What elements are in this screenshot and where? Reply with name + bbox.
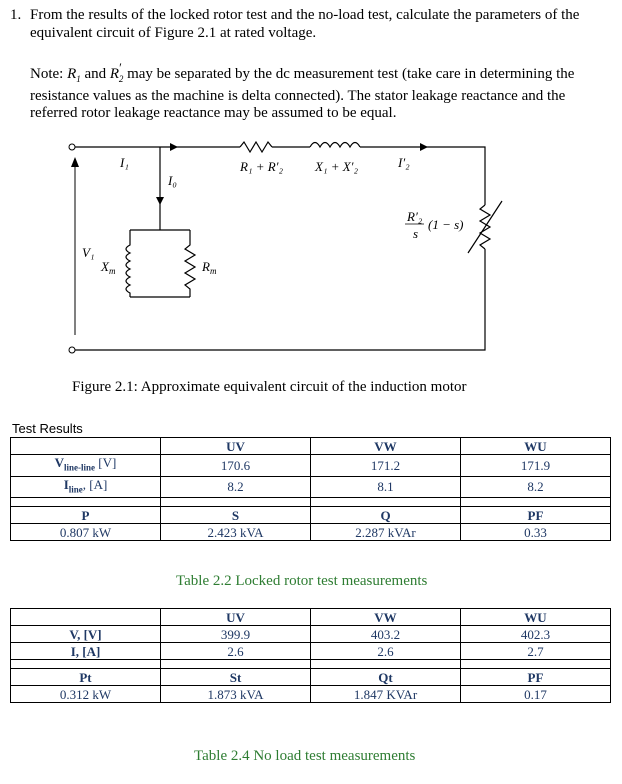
core-loss-resistor [185,230,195,297]
note-and: and [80,66,110,82]
spacer-cell [461,660,611,669]
header-cell: UV [161,438,311,455]
header-cell: P [11,507,161,524]
label-r-series: R₁ + R′₂ [240,159,284,174]
bottom-wire [75,249,485,350]
table-row-spacer [11,498,611,507]
table-cell: 0.807 kW [11,524,161,541]
spacer-cell [311,660,461,669]
table-cell: 2.7 [461,643,611,660]
note-paragraph [30,60,590,122]
table-row [11,438,611,455]
table-row [11,507,611,524]
table-cell: 1.873 kVA [161,686,311,703]
question-text: From the results of the locked rotor test and the no-load test, calculate the parameters of the equivalent circuit of Figure 2.1 at rated voltage. [30,7,580,41]
label-load-den: s [413,226,419,241]
spacer-cell [11,498,161,507]
label-i2: I′₂ [398,155,410,170]
top-wire-right [360,147,485,205]
row-label [11,476,161,498]
i2-arrow-icon [420,143,428,151]
table-cell: 0.312 kW [11,686,161,703]
spacer-cell [11,660,161,669]
locked-rotor-table [10,437,611,541]
header-cell: PF [461,507,611,524]
row-label-i-unit: , [A] [82,476,108,492]
label-v1: V₁ [82,245,95,260]
table-cell: 2.287 kVAr [311,524,461,541]
row-label: V, [V] [11,626,161,643]
row-label [11,455,161,477]
spacer-cell [161,498,311,507]
row-label-v-sub: line-line [64,462,96,473]
note-r2: R [109,66,120,82]
load-resistor-arrow-line [468,201,502,253]
no-load-table [10,608,611,703]
table-cell: 170.6 [161,455,311,477]
voltage-arrow-head [71,157,79,167]
table-cell: 403.2 [311,626,461,643]
series-resistor [240,142,272,152]
table-cell: 171.9 [461,455,611,477]
label-rm [201,259,217,276]
header-cell: St [161,669,311,686]
locked-rotor-table-caption: Table 2.2 Locked rotor test measurements [176,573,428,589]
label-rm-main: R [202,259,210,274]
row-label-v: V [54,455,65,470]
table-cell: 8.1 [311,476,461,498]
equivalent-circuit-diagram [60,135,540,370]
spacer-cell [161,660,311,669]
no-load-table-caption: Table 2.4 No load test measurements [194,748,416,764]
table-cell: 171.2 [311,455,461,477]
table-row [11,686,611,703]
header-cell: VW [311,438,461,455]
question-number: 1. [10,7,22,23]
header-cell: PF [461,669,611,686]
table-cell: 2.423 kVA [161,524,311,541]
table-row [11,626,611,643]
row-label-i: I [63,476,69,492]
test-results-label: Test Results [12,421,83,436]
label-i0: I₀ [168,173,177,188]
row-label: I, [A] [11,643,161,660]
note-prefix: Note: [30,66,68,82]
terminal-top [69,144,75,150]
table-cell: 0.17 [461,686,611,703]
header-cell: Q [311,507,461,524]
table-row [11,643,611,660]
note-r2-prime: ′ [119,61,122,75]
label-xm [100,259,116,276]
table-row [11,609,611,626]
note-r1-sub: 1 [76,74,81,84]
table-cell: 2.6 [311,643,461,660]
table-row [11,455,611,477]
header-cell: WU [461,609,611,626]
table-cell: 399.9 [161,626,311,643]
row-label-i-sub: line [68,484,83,495]
table-cell: 0.33 [461,524,611,541]
header-cell: Pt [11,669,161,686]
table-row [11,669,611,686]
table-cell: 402.3 [461,626,611,643]
table-cell: 2.6 [161,643,311,660]
note-r2-sub: 2 [118,74,124,84]
header-cell: UV [161,609,311,626]
row-label-v-unit: [V] [95,455,117,470]
table-row-spacer [11,660,611,669]
label-load-num: R′₂ [407,209,423,224]
magnetizing-inductor [126,230,130,297]
table-row [11,476,611,498]
table-cell: 1.847 KVAr [311,686,461,703]
note-rest: may be separated by the dc measurement test (take care in determining the resistance values as the machine is delta connected). The stator leakage reactance and the referred rotor leakage reactance may be assumed to be equal. [30,66,575,121]
header-cell: Qt [311,669,461,686]
terminal-bottom [69,347,75,353]
i1-arrow-icon [170,143,178,151]
header-cell [11,609,161,626]
label-rm-sub: m [209,266,217,276]
header-cell: S [161,507,311,524]
header-cell [11,438,161,455]
label-xm-sub: m [108,266,116,276]
spacer-cell [461,498,611,507]
note-r1: R [67,66,77,82]
i0-arrow-icon [156,197,164,205]
spacer-cell [311,498,461,507]
label-i1: I₁ [120,155,129,170]
figure-caption: Figure 2.1: Approximate equivalent circuit of the induction motor [72,379,467,395]
series-inductor [310,143,360,148]
table-row [11,524,611,541]
header-cell: WU [461,438,611,455]
table-cell: 8.2 [461,476,611,498]
label-load-factor: (1 − s) [428,217,464,232]
header-cell: VW [311,609,461,626]
label-xm-main: X [101,259,109,274]
table-cell: 8.2 [161,476,311,498]
label-x-series: X₁ + X′₂ [315,159,359,174]
